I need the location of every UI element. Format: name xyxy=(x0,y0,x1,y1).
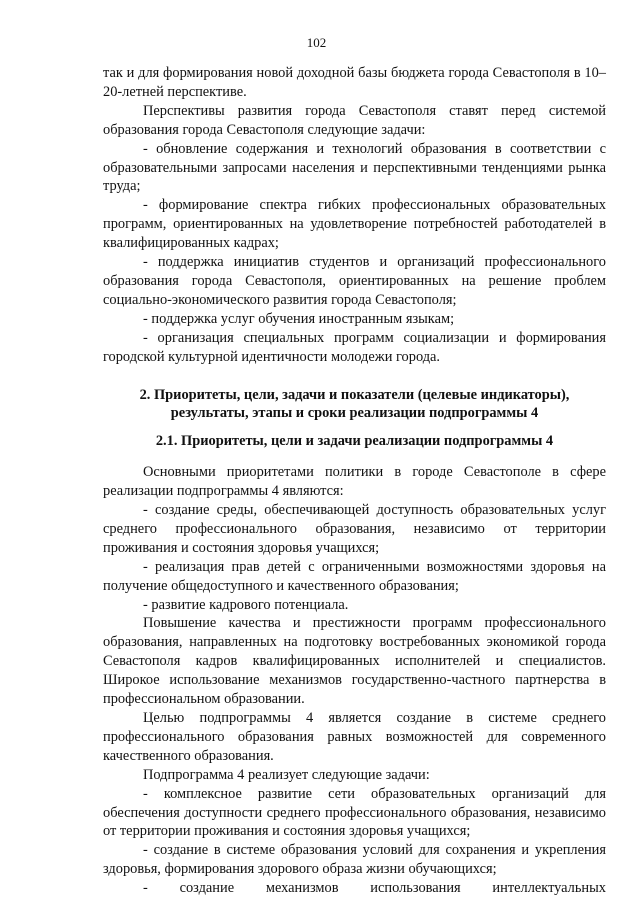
list-item: - реализация прав детей с ограниченными возможностями здоровья на получение общедоступного и качественного образования; xyxy=(103,558,606,594)
list-item: - создание механизмов использования интеллектуальных xyxy=(143,880,606,897)
list-item: - комплексное развитие сети образовательных организаций для обеспечения доступности среднего профессионального образования, независимо от территории проживания и состояния здоровья учащихся; xyxy=(103,785,606,840)
paragraph-perspectives: Перспективы развития города Севастополя ставят перед системой образования города Севастополя следующие задачи: xyxy=(103,102,606,138)
section-heading-2-1: 2.1. Приоритеты, цели и задачи реализации подпрограммы 4 xyxy=(155,433,554,450)
list-item: - поддержка инициатив студентов и организаций профессионального образования города Севастополя, ориентированных на решение проблем социально-экономического развития города Севастополя; xyxy=(103,254,606,308)
list-item: - поддержка услуг обучения иностранным языкам; xyxy=(143,310,455,327)
paragraph-tasks-intro: Подпрограмма 4 реализует следующие задачи: xyxy=(143,766,430,783)
list-item: - создание среды, обеспечивающей доступность образовательных услуг среднего профессионального образования, независимо от территории проживания и состояния здоровья учащихся; xyxy=(103,502,606,556)
section-heading-2: 2. Приоритеты, цели, задачи и показатели (целевые индикаторы), результаты, этапы и сроки реализации подпрограммы 4 xyxy=(139,386,570,422)
list-item: - развитие кадрового потенциала. xyxy=(143,596,349,613)
page-number: 102 xyxy=(306,35,327,50)
list-item: - создание в системе образования условий для сохранения и укрепления здоровья, формирования здорового образа жизни обучающихся; xyxy=(103,842,606,878)
paragraph-goal: Целью подпрограммы 4 является создание в системе среднего профессионального образования равных возможностей для современного качественного образования. xyxy=(103,710,606,764)
paragraph-intro-continuation: так и для формирования новой доходной базы бюджета города Севастополя в 10–20-летней перспективе. xyxy=(103,65,606,100)
list-item: - формирование спектра гибких профессиональных образовательных программ, ориентированных на удовлетворение потребностей работодателей в квалифицированных кадрах; xyxy=(103,197,606,252)
list-item: - обновление содержания и технологий образования в соответствии с образовательными запросами населения и перспективными тенденциями рынка труда; xyxy=(103,140,606,195)
paragraph-quality: Повышение качества и престижности программ профессионального образования, направленных на подготовку востребованных экономикой города Севастополя кадров квалифицированных исполнителей и специалистов. Широкое использование механизмов государственно-частного партнерства в профессиональном образовании. xyxy=(103,615,606,708)
paragraph-priorities: Основными приоритетами политики в городе Севастополе в сфере реализации подпрограммы 4 являются: xyxy=(103,464,606,500)
document-body xyxy=(103,64,606,898)
list-item: - организация специальных программ социализации и формирования городской культурной идентичности молодежи города. xyxy=(103,329,606,365)
